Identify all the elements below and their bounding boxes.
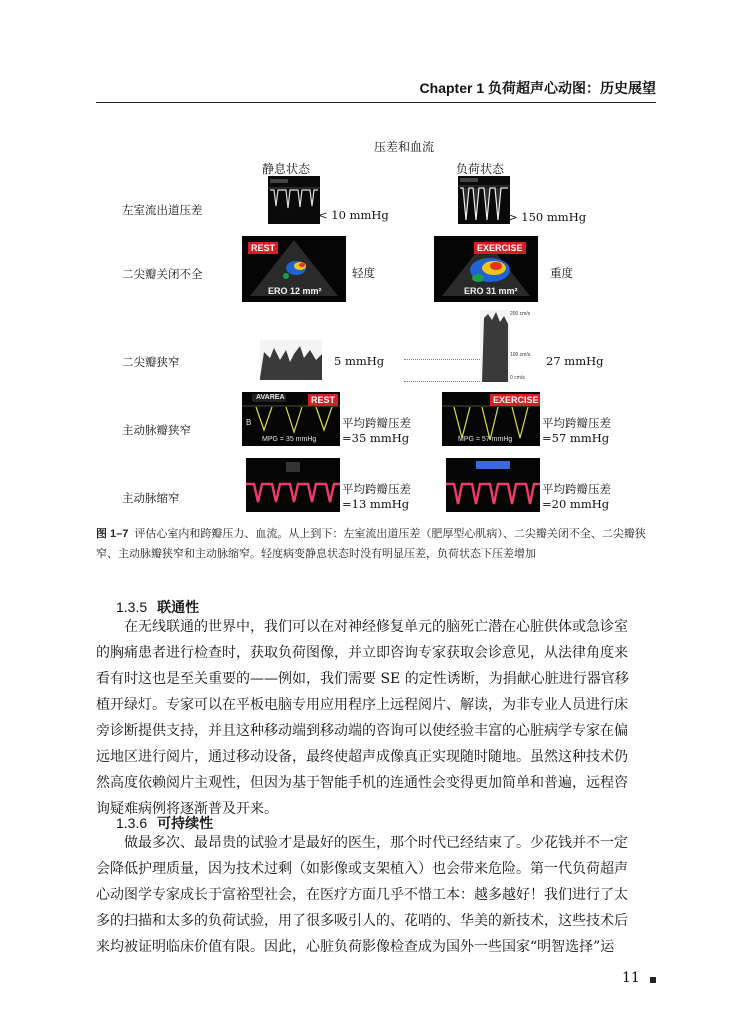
paragraph-line: 植开绿灯。专家可以在平板电脑专用应用程序上远程阅片、解读，为非专业人员进行床 <box>96 697 628 713</box>
paragraph-line: 在无线联通的世界中，我们可以在对神经修复单元的脑死亡潜在心脏供体或急诊室 <box>124 619 628 635</box>
section-number: 1.3.6 <box>116 815 148 831</box>
paragraph-line: 询疑难病例将逐渐普及开来。 <box>96 801 278 817</box>
paragraph-line: 远地区进行阅片，通过移动设备，最终使超声成像真正实现随时随地。虽然这种技术仍 <box>96 749 628 765</box>
paragraph-line: 做最多次、最昂贵的试验才是最好的医生，那个时代已经结束了。少花钱并不一定 <box>124 835 628 851</box>
value-coarct-stress-line1: 平均跨瓣压差 <box>542 482 611 496</box>
value-coarct-rest-line2: =13 mmHg <box>342 497 410 511</box>
figure-caption <box>96 524 658 563</box>
color-doppler-image-mr-rest <box>242 236 346 302</box>
column-head-stress: 负荷状态 <box>456 162 505 176</box>
value-lvot-stress: > 150 mmHg <box>508 210 587 224</box>
value-as-stress-line1: 平均跨瓣压差 <box>542 416 611 430</box>
paragraph-sustainability <box>96 830 656 960</box>
header-rule <box>96 102 656 103</box>
paragraph-line: 心动图学专家成长于富裕型社会，在医疗方面几乎不惜工本：越多越好！我们进行了太 <box>96 887 628 903</box>
scale-label-bottom: 0 cm/s <box>510 375 525 381</box>
doppler-image-lvot-rest <box>268 176 320 224</box>
chapter-header-text: Chapter 1 负荷超声心动图：历史展望 <box>419 80 656 96</box>
dotted-guide-bottom <box>404 381 480 382</box>
row-label-lvot: 左室流出道压差 <box>122 203 203 217</box>
doppler-image-coarct-stress <box>446 458 540 512</box>
color-doppler-image-mr-stress <box>434 236 538 302</box>
section-number: 1.3.5 <box>116 599 148 615</box>
paragraph-line: 的胸痛患者进行检查时，获取负荷图像，并立即咨询专家获取会诊意见，从法律角度来 <box>96 645 628 661</box>
paragraph-line: 看有时这也是至关重要的——例如，我们需要 SE 的定性诱断，为捐献心脏进行器官移 <box>96 671 629 687</box>
value-coarct-stress-line2: =20 mmHg <box>542 497 610 511</box>
panel-letter-b: B <box>246 418 252 427</box>
row-label-coarctation: 主动脉缩窄 <box>122 491 180 505</box>
doppler-image-ms-rest <box>260 340 322 380</box>
value-mr-rest: 轻度 <box>352 266 375 280</box>
figure-1-7 <box>112 130 642 520</box>
scale-label-mid: 100 cm/s <box>510 352 531 358</box>
doppler-image-ms-stress <box>480 310 510 382</box>
value-as-stress <box>542 416 611 446</box>
value-ms-rest: 5 mmHg <box>334 354 385 368</box>
scale-label-top: 200 cm/s <box>510 311 531 317</box>
ero-label-rest: ERO 12 mm² <box>268 286 322 296</box>
tag-exercise-as: EXERCISE <box>490 394 540 406</box>
tag-rest-as: REST <box>308 394 338 406</box>
value-mr-stress: 重度 <box>550 266 573 280</box>
value-lvot-rest: < 10 mmHg <box>318 208 389 222</box>
tag-rest-mr: REST <box>248 242 278 254</box>
doppler-image-as-rest <box>242 392 340 446</box>
page-marker-square <box>650 977 656 983</box>
row-label-mr: 二尖瓣关闭不全 <box>122 267 203 281</box>
value-as-rest-line2: =35 mmHg <box>342 431 410 445</box>
paragraph-line: 旁诊断提供支持，并且这种移动端到移动端的咨询可以使经验丰富的心脏病学专家在偏 <box>96 723 628 739</box>
doppler-image-lvot-stress <box>458 176 510 224</box>
value-as-rest <box>342 416 411 446</box>
doppler-image-as-stress <box>442 392 540 446</box>
figure-title: 压差和血流 <box>374 140 435 154</box>
section-title: 可持续性 <box>157 815 214 831</box>
paragraph-connectivity <box>96 614 656 822</box>
paragraph-line: 来均被证明临床价值有限。因此，心脏负荷影像检查成为国外一些国家“明智选择”运 <box>96 939 615 955</box>
mpg-label-stress: MPG = 57 mmHg <box>458 436 513 443</box>
value-as-rest-line1: 平均跨瓣压差 <box>342 416 411 430</box>
value-coarct-rest-line1: 平均跨瓣压差 <box>342 482 411 496</box>
dotted-guide-mid <box>404 359 480 360</box>
caption-text: 评估心室内和跨瓣压力、血流。从上到下：左室流出道压差（肥厚型心肌病）、二尖瓣关闭不全、二尖瓣狭窄、主动脉瓣狭窄和主动脉缩窄。轻度病变静息状态时没有明显压差，负荷状态下压差增加 <box>96 527 646 560</box>
paragraph-line: 会降低护理质量，因为技术过剩（如影像或支架植入）也会带来危险。第一代负荷超声 <box>96 861 628 877</box>
value-coarct-rest <box>342 482 411 512</box>
avarea-overlay: AVAREA <box>256 394 285 401</box>
running-header <box>96 78 656 100</box>
doppler-image-coarct-rest <box>246 458 340 512</box>
value-as-stress-line2: =57 mmHg <box>542 431 610 445</box>
ero-label-stress: ERO 31 mm² <box>464 286 518 296</box>
mpg-label-rest: MPG = 35 mmHg <box>262 436 317 443</box>
page-number: 11 <box>622 970 640 986</box>
paragraph-line: 然高度依赖阅片主观性，但因为基于智能手机的连通性会变得更加简单和普遍，远程咨 <box>96 775 628 791</box>
row-label-ms: 二尖瓣狭窄 <box>122 355 180 369</box>
row-label-as: 主动脉瓣狭窄 <box>122 423 191 437</box>
value-coarct-stress <box>542 482 611 512</box>
paragraph-line: 多的扫描和太多的负荷试验，用了很多吸引人的、花哨的、华美的新技术，这些技术后 <box>96 913 628 929</box>
tag-exercise-mr: EXERCISE <box>474 242 526 254</box>
figure-number: 图 1–7 <box>96 528 129 540</box>
value-ms-stress: 27 mmHg <box>546 354 604 368</box>
column-head-rest: 静息状态 <box>262 162 311 176</box>
section-title: 联通性 <box>157 599 200 615</box>
